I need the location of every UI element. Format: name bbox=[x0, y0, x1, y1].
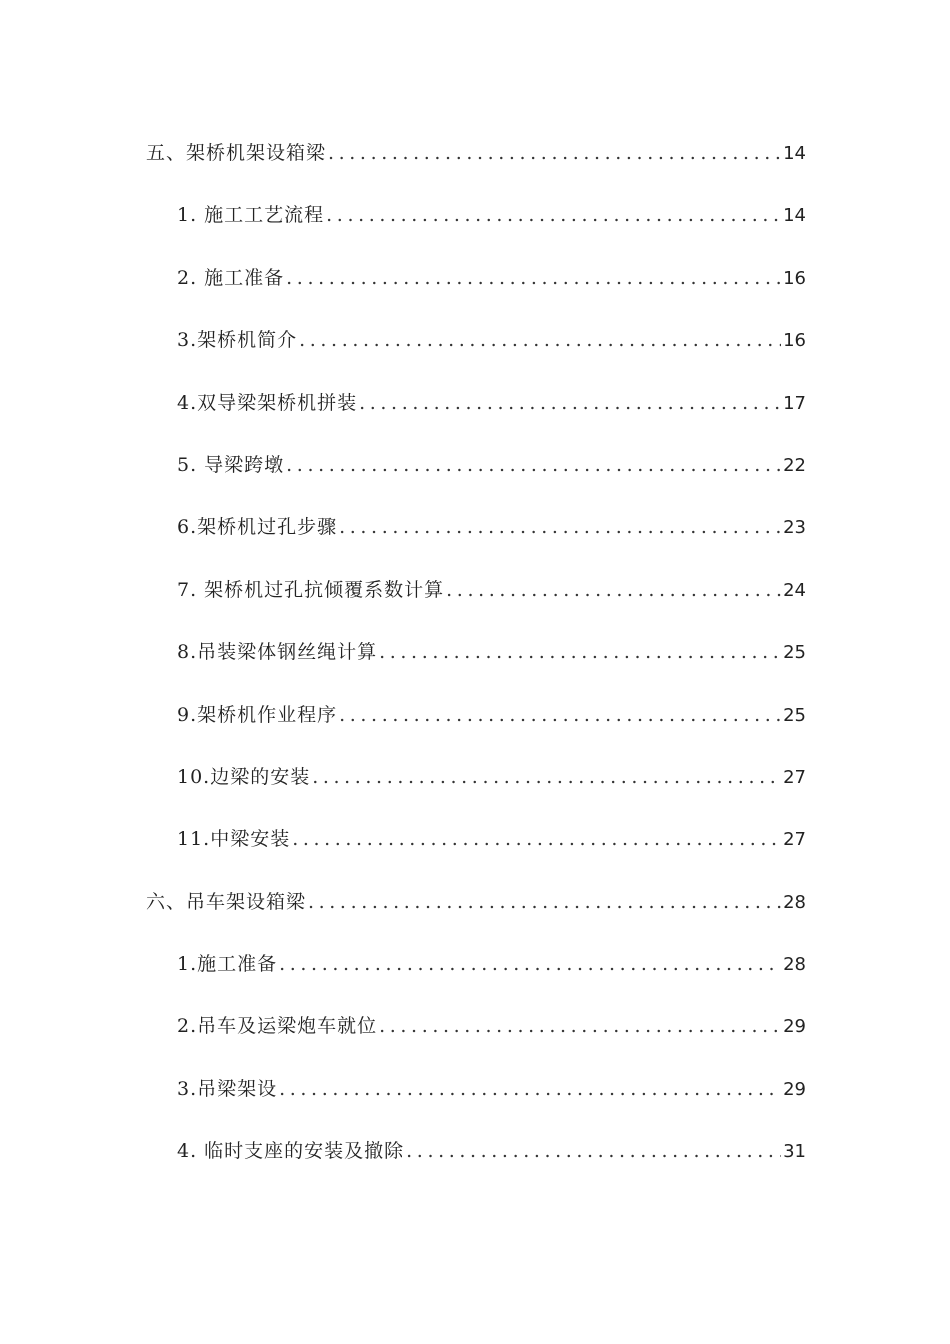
toc-dot-leader bbox=[379, 1004, 781, 1048]
toc-page-number: 27 bbox=[783, 766, 806, 788]
toc-entry-label: 六、吊车架设箱梁 bbox=[146, 890, 307, 913]
toc-dot-leader bbox=[339, 505, 781, 549]
toc-entry-label: 9.架桥机作业程序 bbox=[177, 703, 338, 726]
toc-page-number: 14 bbox=[783, 143, 806, 164]
toc-entry-label: 10.边梁的安装 bbox=[177, 765, 311, 788]
toc-page-number: 22 bbox=[783, 454, 806, 476]
toc-page-number: 28 bbox=[783, 954, 806, 976]
toc-dot-leader bbox=[279, 1067, 781, 1111]
toc-entry-label: 11.中梁安装 bbox=[177, 828, 291, 851]
toc-entry-label: 7. 架桥机过孔抗倾覆系数计算 bbox=[177, 578, 445, 601]
toc-dot-leader bbox=[279, 942, 781, 986]
toc-dot-leader bbox=[286, 256, 781, 300]
toc-entry[interactable] bbox=[0, 755, 806, 817]
toc-entry-label: 2.吊车及运梁炮车就位 bbox=[177, 1015, 378, 1038]
toc-dot-leader bbox=[406, 1129, 781, 1173]
toc-entry[interactable] bbox=[0, 381, 806, 443]
toc-entry[interactable] bbox=[0, 630, 806, 692]
toc-page-number: 28 bbox=[783, 891, 806, 913]
toc-page-number: 31 bbox=[783, 1141, 806, 1163]
toc-entry-label: 4.双导梁架桥机拼装 bbox=[177, 391, 358, 414]
toc-entry[interactable] bbox=[0, 131, 806, 193]
toc-entry-label: 3.架桥机简介 bbox=[177, 329, 298, 352]
toc-entry[interactable] bbox=[0, 942, 806, 1004]
toc-entry[interactable] bbox=[0, 443, 806, 505]
toc-dot-leader bbox=[446, 568, 781, 612]
toc-page-number: 27 bbox=[783, 829, 806, 851]
toc-dot-leader bbox=[326, 193, 781, 237]
toc-page-number: 16 bbox=[783, 267, 806, 289]
toc-entry-label: 5. 导梁跨墩 bbox=[177, 453, 285, 476]
toc-page-number: 29 bbox=[783, 1078, 806, 1100]
toc-entry[interactable] bbox=[0, 1129, 806, 1191]
toc-dot-leader bbox=[328, 131, 781, 175]
toc-dot-leader bbox=[359, 381, 781, 425]
toc-entry[interactable] bbox=[0, 256, 806, 318]
toc-entry-label: 6.架桥机过孔步骤 bbox=[177, 516, 338, 539]
toc-entry[interactable] bbox=[0, 880, 806, 942]
toc-entry[interactable] bbox=[0, 568, 806, 630]
toc-page-number: 25 bbox=[783, 642, 806, 664]
toc-entry-label: 1. 施工工艺流程 bbox=[177, 204, 325, 227]
toc-entry-label: 8.吊装梁体钢丝绳计算 bbox=[177, 641, 378, 664]
table-of-contents bbox=[0, 131, 950, 1192]
toc-entry[interactable] bbox=[0, 693, 806, 755]
toc-dot-leader bbox=[292, 817, 781, 861]
toc-dot-leader bbox=[308, 880, 781, 924]
toc-entry[interactable] bbox=[0, 1004, 806, 1066]
toc-page-number: 16 bbox=[783, 330, 806, 352]
toc-entry[interactable] bbox=[0, 193, 806, 255]
toc-entry-label: 五、架桥机架设箱梁 bbox=[146, 142, 327, 164]
toc-page-number: 25 bbox=[783, 704, 806, 726]
toc-page-number: 24 bbox=[783, 579, 806, 601]
toc-dot-leader bbox=[299, 318, 781, 362]
toc-entry-label: 1.施工准备 bbox=[177, 953, 278, 976]
toc-entry[interactable] bbox=[0, 505, 806, 567]
toc-page-number: 29 bbox=[783, 1016, 806, 1038]
toc-dot-leader bbox=[312, 755, 781, 799]
toc-entry-label: 2. 施工准备 bbox=[177, 266, 285, 289]
toc-entry[interactable] bbox=[0, 318, 806, 380]
toc-page-number: 14 bbox=[783, 205, 806, 227]
toc-page-number: 17 bbox=[783, 392, 806, 414]
toc-page-number: 23 bbox=[783, 517, 806, 539]
toc-dot-leader bbox=[286, 443, 781, 487]
toc-entry-label: 3.吊梁架设 bbox=[177, 1077, 278, 1100]
toc-dot-leader bbox=[379, 630, 781, 674]
toc-dot-leader bbox=[339, 693, 781, 737]
toc-entry[interactable] bbox=[0, 817, 806, 879]
toc-entry-label: 4. 临时支座的安装及撤除 bbox=[177, 1140, 405, 1163]
toc-entry[interactable] bbox=[0, 1067, 806, 1129]
